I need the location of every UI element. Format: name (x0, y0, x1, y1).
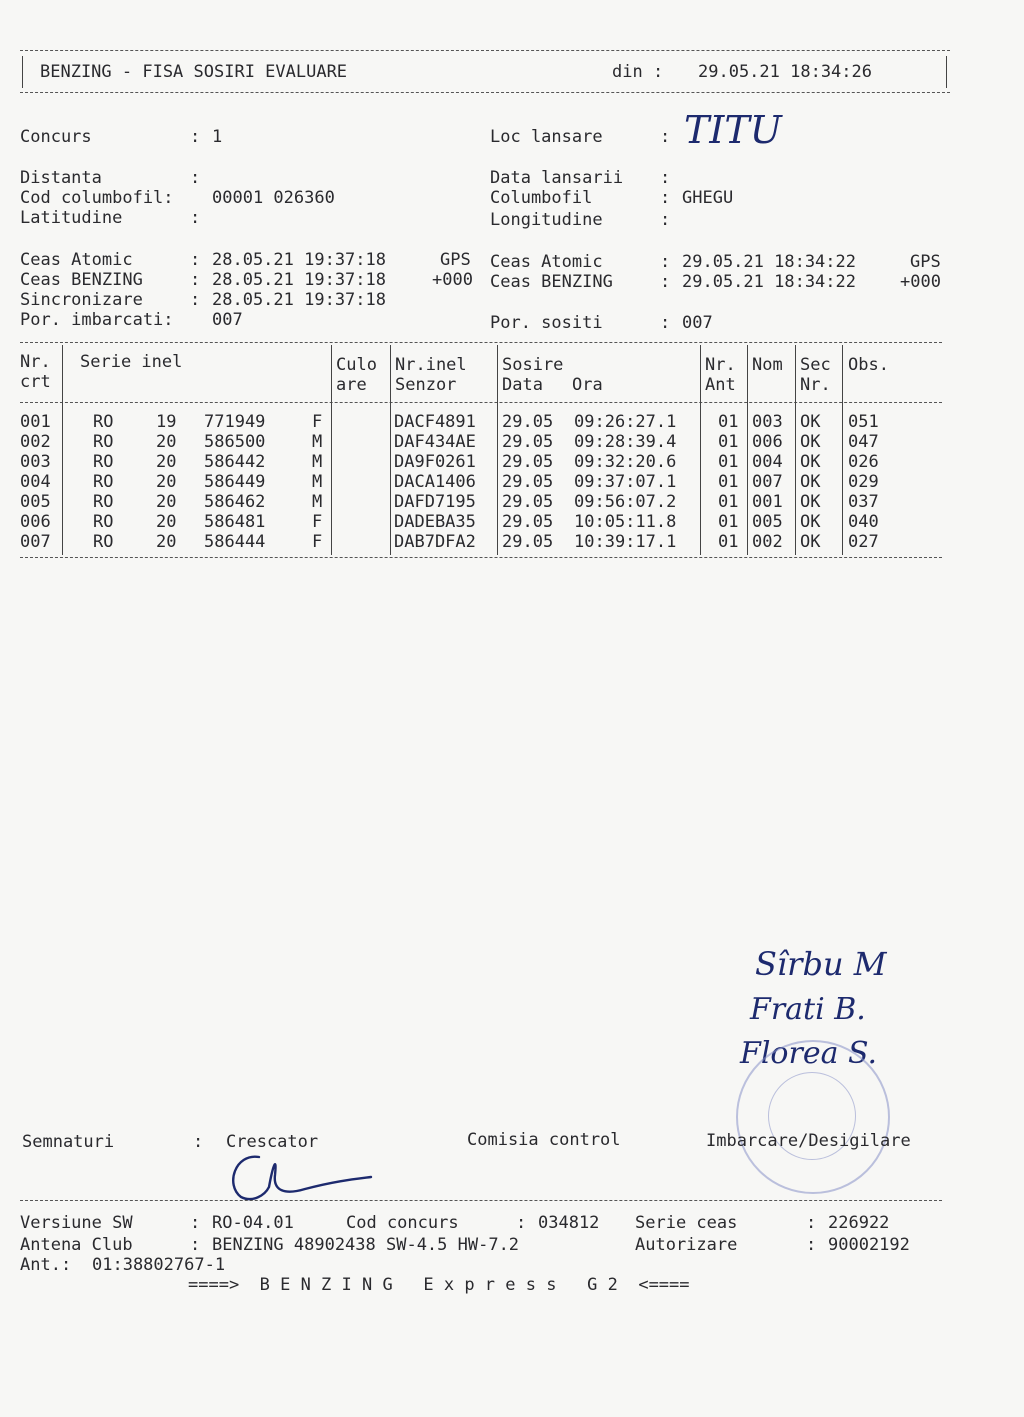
concurs-label: Concurs (20, 127, 92, 147)
cell-tara: RO (93, 432, 114, 452)
cell-data: 29.05 (502, 492, 554, 512)
cell-tara: RO (93, 532, 114, 552)
colon: : (190, 1235, 201, 1255)
cell-obs: 026 (848, 452, 879, 472)
colon: : (660, 210, 671, 230)
antena-value: BENZING 48902438 SW-4.5 HW-7.2 (212, 1235, 520, 1255)
cell-nr: 007 (20, 532, 51, 552)
table-bottom-rule (20, 557, 942, 558)
columbofil-label: Columbofil (490, 188, 593, 208)
cell-an: 20 (156, 472, 177, 492)
cell-ora: 10:39:17.1 (574, 532, 677, 552)
data-lansarii-label: Data lansarii (490, 168, 624, 188)
ant-value: 01:38802767-1 (92, 1255, 226, 1275)
header-nr-inel: Nr.inel (395, 355, 467, 375)
header-sec-1: Sec (800, 355, 831, 375)
cell-sec: OK (800, 472, 821, 492)
cell-sex: M (312, 452, 323, 472)
cell-data: 29.05 (502, 452, 554, 472)
cell-obs: 029 (848, 472, 879, 492)
col-sep (842, 345, 843, 555)
cell-ant: 01 (718, 472, 739, 492)
ceas-atomic-value: 28.05.21 19:37:18 (212, 250, 386, 270)
autorizare-value: 90002192 (828, 1235, 910, 1255)
brand-line: ====> B E N Z I N G E x p r e s s G 2 <==== (188, 1275, 690, 1295)
cell-senzor: DACF4891 (394, 412, 476, 432)
cell-an: 19 (156, 412, 177, 432)
cell-nom: 001 (752, 492, 783, 512)
por-sositi-label: Por. sositi (490, 313, 603, 333)
serie-ceas-value: 226922 (828, 1213, 890, 1233)
colon: : (660, 168, 671, 188)
header-senzor: Senzor (395, 375, 457, 395)
colon: : (190, 208, 201, 228)
ceas-atomic-label-right: Ceas Atomic (490, 252, 603, 272)
distanta-label: Distanta (20, 168, 102, 188)
header-nr-ant-2: Ant (705, 375, 736, 395)
document-title: BENZING - FISA SOSIRI EVALUARE (40, 62, 348, 82)
cell-nom: 003 (752, 412, 783, 432)
cell-obs: 040 (848, 512, 879, 532)
header-crt: crt (20, 372, 51, 392)
ceas-benzing-value: 28.05.21 19:37:18 (212, 270, 386, 290)
col-sep (390, 345, 391, 555)
antena-label: Antena Club (20, 1235, 133, 1255)
col-sep (795, 345, 796, 555)
cell-an: 20 (156, 532, 177, 552)
cell-sec: OK (800, 412, 821, 432)
ceas-atomic-suffix: GPS (440, 250, 471, 270)
colon: : (516, 1213, 527, 1233)
handwritten-signature-1: Sîrbu M (755, 945, 887, 983)
header-data: Data (502, 375, 543, 395)
footer-rule (20, 1200, 942, 1201)
colon: : (660, 252, 671, 272)
cell-ant: 01 (718, 532, 739, 552)
comisia-control-label: Comisia control (467, 1130, 621, 1150)
cell-senzor: DADEBA35 (394, 512, 476, 532)
cell-sec: OK (800, 432, 821, 452)
cod-concurs-value: 034812 (538, 1213, 600, 1233)
concurs-value: 1 (212, 127, 223, 147)
colon: : (660, 188, 671, 208)
header-ora: Ora (572, 375, 603, 395)
ceas-atomic-value-right: 29.05.21 18:34:22 (682, 252, 856, 272)
columbofil-value: GHEGU (682, 188, 734, 208)
por-imbarcati-label: Por. imbarcati: (20, 310, 174, 330)
cell-nr: 005 (20, 492, 51, 512)
cod-columbofil-label: Cod columbofil: (20, 188, 174, 208)
cell-nom: 006 (752, 432, 783, 452)
cell-an: 20 (156, 432, 177, 452)
cell-inel: 771949 (204, 412, 266, 432)
ceas-atomic-suffix-right: GPS (910, 252, 941, 272)
cell-inel: 586500 (204, 432, 266, 452)
cell-an: 20 (156, 512, 177, 532)
ceas-atomic-label: Ceas Atomic (20, 250, 133, 270)
header-bottom-rule (20, 92, 950, 93)
cell-ant: 01 (718, 412, 739, 432)
col-sep (747, 345, 748, 555)
colon: : (806, 1213, 817, 1233)
cell-ant: 01 (718, 452, 739, 472)
cell-an: 20 (156, 452, 177, 472)
colon: : (190, 250, 201, 270)
cell-senzor: DA9F0261 (394, 452, 476, 472)
cell-inel: 586481 (204, 512, 266, 532)
header-culoare-2: are (336, 375, 367, 395)
cell-tara: RO (93, 452, 114, 472)
cell-sex: F (312, 412, 323, 432)
cell-ant: 01 (718, 492, 739, 512)
club-stamp (736, 1040, 890, 1194)
serie-ceas-label: Serie ceas (635, 1213, 738, 1233)
colon: : (190, 270, 201, 290)
sincronizare-value: 28.05.21 19:37:18 (212, 290, 386, 310)
loc-lansare-label: Loc lansare (490, 127, 603, 147)
sincronizare-label: Sincronizare (20, 290, 143, 310)
cell-senzor: DAF434AE (394, 432, 476, 452)
autorizare-label: Autorizare (635, 1235, 738, 1255)
cell-ora: 09:56:07.2 (574, 492, 677, 512)
crescator-label: Crescator (226, 1132, 319, 1152)
cod-columbofil-value: 00001 026360 (212, 188, 335, 208)
ceas-benzing-label-right: Ceas BENZING (490, 272, 613, 292)
col-sep (331, 345, 332, 555)
colon: : (193, 1132, 204, 1152)
cell-data: 29.05 (502, 532, 554, 552)
header-culoare-1: Culo (336, 355, 377, 375)
cell-sec: OK (800, 512, 821, 532)
colon: : (660, 272, 671, 292)
col-sep (497, 345, 498, 555)
header-sec-2: Nr. (800, 375, 831, 395)
ceas-benzing-suffix: +000 (432, 270, 473, 290)
cell-nom: 007 (752, 472, 783, 492)
ceas-benzing-value-right: 29.05.21 18:34:22 (682, 272, 856, 292)
table-header-rule (20, 402, 942, 403)
imbarcare-desigilare-label: Imbarcare/Desigilare (706, 1131, 911, 1151)
cell-inel: 586449 (204, 472, 266, 492)
cell-obs: 051 (848, 412, 879, 432)
handwritten-signature-2: Frati B. (750, 992, 866, 1027)
versiune-value: RO-04.01 (212, 1213, 294, 1233)
cell-nom: 005 (752, 512, 783, 532)
cell-nr: 004 (20, 472, 51, 492)
table-top-rule (20, 342, 942, 343)
cell-ant: 01 (718, 432, 739, 452)
cell-sex: F (312, 532, 323, 552)
cell-obs: 037 (848, 492, 879, 512)
colon: : (190, 168, 201, 188)
cell-nom: 002 (752, 532, 783, 552)
cell-tara: RO (93, 472, 114, 492)
colon: : (190, 290, 201, 310)
crescator-signature (225, 1145, 375, 1205)
header-top-rule (20, 50, 950, 51)
cell-data: 29.05 (502, 512, 554, 532)
cell-ora: 09:28:39.4 (574, 432, 677, 452)
colon: : (660, 313, 671, 333)
cell-inel: 586462 (204, 492, 266, 512)
header-nom: Nom (752, 355, 783, 375)
cell-data: 29.05 (502, 472, 554, 492)
ceas-benzing-label: Ceas BENZING (20, 270, 143, 290)
din-value: 29.05.21 18:34:26 (698, 62, 872, 82)
din-label: din : (612, 62, 664, 82)
cell-data: 29.05 (502, 432, 554, 452)
cell-senzor: DAB7DFA2 (394, 532, 476, 552)
cell-tara: RO (93, 412, 114, 432)
cell-sec: OK (800, 492, 821, 512)
header-sosire: Sosire (502, 355, 564, 375)
cell-sex: F (312, 512, 323, 532)
cod-concurs-label: Cod concurs (346, 1213, 459, 1233)
cell-tara: RO (93, 512, 114, 532)
cell-obs: 027 (848, 532, 879, 552)
cell-nr: 006 (20, 512, 51, 532)
cell-sex: M (312, 472, 323, 492)
cell-senzor: DACA1406 (394, 472, 476, 492)
cell-ora: 10:05:11.8 (574, 512, 677, 532)
ant-label: Ant.: (20, 1255, 72, 1275)
cell-obs: 047 (848, 432, 879, 452)
cell-ant: 01 (718, 512, 739, 532)
cell-nom: 004 (752, 452, 783, 472)
cell-inel: 586442 (204, 452, 266, 472)
ceas-benzing-suffix-right: +000 (900, 272, 941, 292)
cell-tara: RO (93, 492, 114, 512)
header-nr-ant-1: Nr. (705, 355, 736, 375)
cell-senzor: DAFD7195 (394, 492, 476, 512)
colon: : (190, 127, 201, 147)
header-nr: Nr. (20, 352, 51, 372)
header-left-border (22, 56, 23, 88)
cell-sex: M (312, 492, 323, 512)
cell-sec: OK (800, 452, 821, 472)
por-sositi-value: 007 (682, 313, 713, 333)
header-right-border (946, 56, 947, 88)
col-sep (700, 345, 701, 555)
cell-nr: 002 (20, 432, 51, 452)
cell-ora: 09:37:07.1 (574, 472, 677, 492)
header-serie-inel: Serie inel (80, 352, 183, 372)
cell-ora: 09:26:27.1 (574, 412, 677, 432)
colon: : (660, 127, 671, 147)
handwritten-signature-3: Florea S. (740, 1036, 878, 1071)
colon: : (190, 1213, 201, 1233)
col-sep (62, 345, 63, 555)
longitudine-label: Longitudine (490, 210, 603, 230)
cell-an: 20 (156, 492, 177, 512)
cell-nr: 001 (20, 412, 51, 432)
cell-inel: 586444 (204, 532, 266, 552)
por-imbarcati-value: 007 (212, 310, 243, 330)
loc-lansare-value: TITU (684, 108, 782, 152)
cell-sec: OK (800, 532, 821, 552)
versiune-label: Versiune SW (20, 1213, 133, 1233)
header-obs: Obs. (848, 355, 889, 375)
cell-nr: 003 (20, 452, 51, 472)
latitudine-label: Latitudine (20, 208, 123, 228)
semnaturi-label: Semnaturi (22, 1132, 115, 1152)
colon: : (806, 1235, 817, 1255)
cell-ora: 09:32:20.6 (574, 452, 677, 472)
cell-data: 29.05 (502, 412, 554, 432)
cell-sex: M (312, 432, 323, 452)
